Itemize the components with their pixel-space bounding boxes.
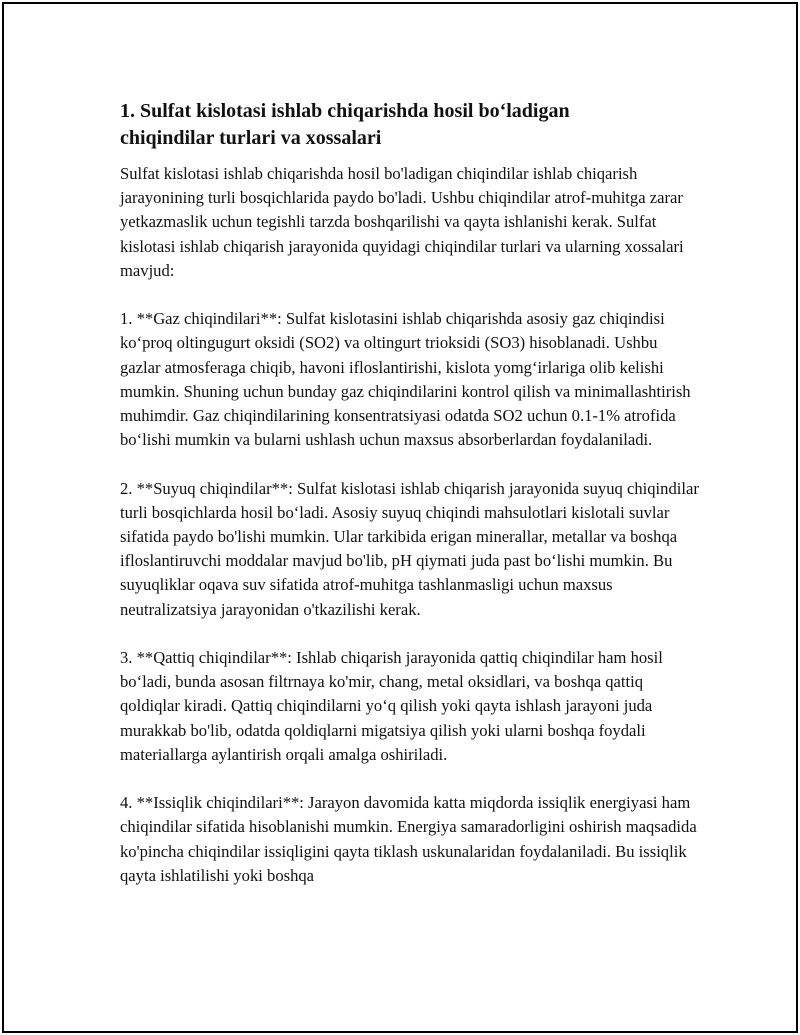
section-heading: 1. Sulfat kislotasi ishlab chiqarishda hosil bo‘ladigan chiqindilar turlari va xossalari (120, 100, 570, 149)
document-body (120, 98, 700, 888)
list-item-gas-waste: 1. **Gaz chiqindilari**: Sulfat kislotasini ishlab chiqarishda asosiy gaz chiqindisi ko‘proq oltingugurt oksidi (SO2) va oltingurt trioksidi (SO3) hisoblanadi. Ushbu gazlar atmosferaga chiqib, havoni ifloslantirishi, kislota yomg‘irlariga olib kelishi mumkin. Shuning uchun bunday gaz chiqindilarini kontrol qilish va minimallashtirish muhimdir. Gaz chiqindilarining konsentratsiyasi odatda SO2 uchun 0.1-1% atrofida bo‘lishi mumkin va bularni ushlash uchun maxsus absorberlardan foydalaniladi. (120, 309, 691, 450)
list-item-solid-waste: 3. **Qattiq chiqindilar**: Ishlab chiqarish jarayonida qattiq chiqindilar ham hosil bo‘ladi, bunda asosan filtrnaya ko'mir, chang, metal oksidlari, va boshqa qattiq qoldiqlar kiradi. Qattiq chiqindilarni yo‘q qilish yoki qayta ishlash jarayoni juda murakkab bo'lib, odatda qoldiqlarni migatsiya qilish yoki ularni boshqa foydali materiallarga aylantirish orqali amalga oshiriladi. (120, 648, 663, 764)
list-item-heat-waste: 4. **Issiqlik chiqindilari**: Jarayon davomida katta miqdorda issiqlik energiyasi ham chiqindilar sifatida hisoblanishi mumkin. Energiya samaradorligini oshirish maqsadida ko'pincha chiqindilar issiqligini qayta tiklash uskunalaridan foydalaniladi. Bu issiqlik qayta ishlatilishi yoki boshqa (120, 793, 697, 885)
list-item-liquid-waste: 2. **Suyuq chiqindilar**: Sulfat kislotasi ishlab chiqarish jarayonida suyuq chiqindilar turli bosqichlarda hosil bo‘ladi. Asosiy suyuq chiqindi mahsulotlari kislotali suvlar sifatida paydo bo'lishi mumkin. Ular tarkibida erigan minerallar, metallar va boshqa ifloslantiruvchi moddalar mavjud bo'lib, pH qiymati juda past bo‘lishi mumkin. Bu suyuqliklar oqava suv sifatida atrof-muhitga tashlanmasligi uchun maxsus neutralizatsiya jarayonidan o'tkazilishi kerak. (120, 478, 699, 619)
intro-paragraph: Sulfat kislotasi ishlab chiqarishda hosil bo'ladigan chiqindilar ishlab chiqarish jarayonining turli bosqichlarida paydo bo'ladi. Ushbu chiqindilar atrof-muhitga zarar yetkazmaslik uchun tegishli tarzda boshqarilishi va qayta ishlanishi kerak. Sulfat kislotasi ishlab chiqarish jarayonida quyidagi chiqindilar turlari va ularning xossalari mavjud: (120, 164, 684, 280)
document-page (2, 2, 798, 1033)
